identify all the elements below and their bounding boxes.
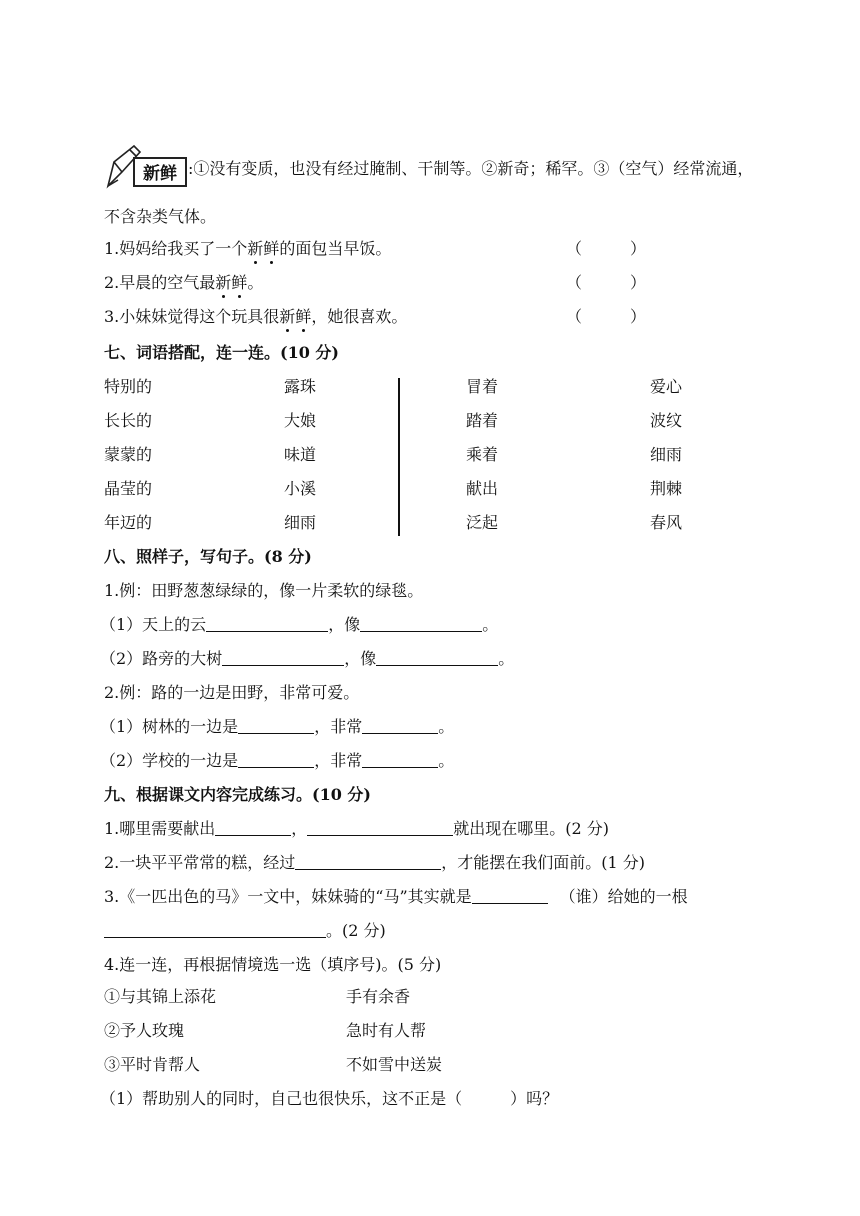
answer-paren-3[interactable]: （ ） — [566, 307, 647, 326]
col-1-word-3[interactable]: 蒙蒙的 — [104, 445, 153, 464]
section-8-title: 八、照样子，写句子。(8 分) — [104, 547, 312, 566]
badge-text: 新鲜 — [143, 164, 177, 184]
question-9-4: 4.连一连，再根据情境选一选（填序号)。(5 分) — [104, 955, 442, 974]
question-9-1: 1.哪里需要献出 ， 就出现在哪里。(2 分) — [104, 819, 610, 838]
pencil-badge-icon — [104, 142, 190, 190]
col-2-word-5[interactable]: 细雨 — [284, 513, 317, 532]
blank-field[interactable] — [238, 717, 314, 734]
definition-line-2: 不含杂类气体。 — [104, 207, 217, 226]
blank-field[interactable] — [238, 751, 314, 768]
definition-item-1: 1.妈妈给我买了一个新鲜的面包当早饭。 — [104, 239, 392, 258]
section-7-title: 七、词语搭配，连一连。(10 分) — [104, 343, 339, 362]
blank-field[interactable] — [472, 887, 548, 904]
dot-char: 新 — [279, 307, 296, 326]
blank-field[interactable] — [360, 615, 482, 632]
col-3-word-3[interactable]: 乘着 — [466, 445, 499, 464]
idiom-right-1[interactable]: 手有余香 — [346, 987, 411, 1006]
dot-char: 新 — [215, 273, 232, 292]
idiom-left-2[interactable]: ②予人玫瑰 — [104, 1021, 185, 1040]
blank-field[interactable] — [376, 649, 498, 666]
definition-item-3: 3.小妹妹觉得这个玩具很新鲜，她很喜欢。 — [104, 307, 408, 326]
col-2-word-1[interactable]: 露珠 — [284, 377, 317, 396]
question-9-3: 3.《一匹出色的马》一文中，妹妹骑的“马”其实就是 （谁）给她的一根 — [104, 887, 688, 906]
idiom-right-2[interactable]: 急时有人帮 — [346, 1021, 427, 1040]
blank-field[interactable] — [362, 717, 438, 734]
blank-field[interactable] — [362, 751, 438, 768]
col-4-word-2[interactable]: 波纹 — [650, 411, 683, 430]
col-1-word-4[interactable]: 晶莹的 — [104, 479, 153, 498]
col-1-word-5[interactable]: 年迈的 — [104, 513, 153, 532]
blank-field[interactable] — [307, 819, 453, 836]
dot-char: 鲜 — [295, 307, 312, 326]
col-4-word-5[interactable]: 春风 — [650, 513, 683, 532]
blank-field[interactable] — [206, 615, 328, 632]
section-9-title: 九、根据课文内容完成练习。(10 分) — [104, 785, 371, 804]
col-3-word-4[interactable]: 献出 — [466, 479, 499, 498]
col-3-word-1[interactable]: 冒着 — [466, 377, 499, 396]
question-9-3-cont: 。(2 分) — [104, 920, 386, 942]
answer-paren-2[interactable]: （ ） — [566, 273, 647, 292]
scenario-question-1: （1）帮助别人的同时，自己也很快乐，这不正是（ ）吗？ — [100, 1089, 559, 1108]
dot-char: 鲜 — [231, 273, 248, 292]
blank-field[interactable] — [222, 649, 344, 666]
idiom-left-1[interactable]: ①与其锦上添花 — [104, 987, 217, 1006]
definition-line-1: :①没有变质，也没有经过腌制、干制等。②新奇；稀罕。③（空气）经常流通， — [188, 159, 754, 178]
col-1-word-2[interactable]: 长长的 — [104, 411, 153, 430]
example-2: 2.例：路的一边是田野，非常可爱。 — [104, 683, 360, 702]
answer-paren-1[interactable]: （ ） — [566, 239, 647, 258]
col-1-word-1[interactable]: 特别的 — [104, 377, 153, 396]
question-9-2: 2.一块平平常常的糕，经过 ，才能摆在我们面前。(1 分) — [104, 853, 646, 872]
blank-field[interactable] — [295, 853, 441, 870]
idiom-left-3[interactable]: ③平时肯帮人 — [104, 1055, 201, 1074]
col-4-word-1[interactable]: 爱心 — [650, 377, 683, 396]
col-3-word-5[interactable]: 泛起 — [466, 513, 499, 532]
column-divider — [398, 378, 400, 536]
dot-char: 鲜 — [263, 239, 280, 258]
example-1: 1.例：田野葱葱绿绿的，像一片柔软的绿毯。 — [104, 581, 424, 600]
col-2-word-4[interactable]: 小溪 — [284, 479, 317, 498]
sentence-1a: （1）天上的云 ，像 。 — [100, 615, 499, 634]
blank-field[interactable] — [104, 921, 326, 938]
sentence-1b: （2）路旁的大树 ，像 。 — [100, 649, 515, 668]
col-3-word-2[interactable]: 踏着 — [466, 411, 499, 430]
sentence-2b: （2）学校的一边是 ，非常 。 — [100, 751, 455, 770]
col-2-word-3[interactable]: 味道 — [284, 445, 317, 464]
dot-char: 新 — [247, 239, 264, 258]
blank-field[interactable] — [215, 819, 291, 836]
col-2-word-2[interactable]: 大娘 — [284, 411, 317, 430]
idiom-right-3[interactable]: 不如雪中送炭 — [346, 1055, 443, 1074]
definition-item-2: 2.早晨的空气最新鲜。 — [104, 273, 264, 292]
col-4-word-3[interactable]: 细雨 — [650, 445, 683, 464]
sentence-2a: （1）树林的一边是 ，非常 。 — [100, 717, 455, 736]
col-4-word-4[interactable]: 荆棘 — [650, 479, 683, 498]
